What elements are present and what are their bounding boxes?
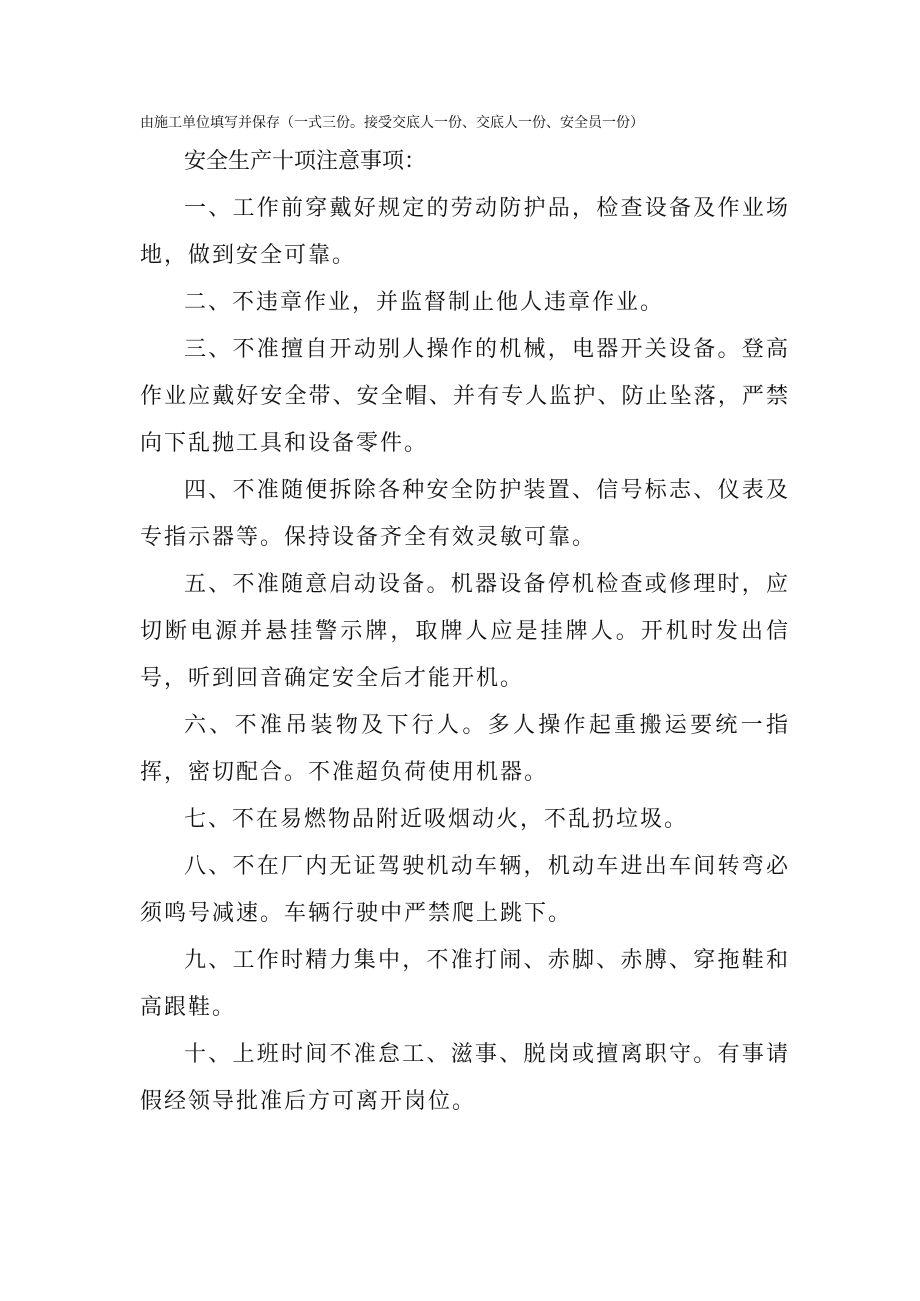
rule-item-1: 一、工作前穿戴好规定的劳动防护品，检查设备及作业场地，做到安全可靠。 [140,196,790,268]
rule-item-7: 七、不在易燃物品附近吸烟动火，不乱扔垃圾。 [184,807,689,832]
rule-item-5: 五、不准随意启动设备。机器设备停机检查或修理时，应切断电源并悬挂警示牌，取牌人应是挂牌人。开机时发出信号，听到回音确定安全后才能开机。 [140,572,790,691]
rule-item-2: 二、不违章作业，并监督制止他人违章作业。 [184,290,665,315]
rule-item-4: 四、不准随便拆除各种安全防护装置、信号标志、仪表及专指示器等。保持设备齐全有效灵敏可靠。 [140,478,790,550]
section-heading: 安全生产十项注意事项： [184,149,427,174]
document-body [140,138,790,1125]
rule-item-9: 九、工作时精力集中，不准打闹、赤脚、赤膊、穿拖鞋和高跟鞋。 [140,948,790,1020]
rule-item-8: 八、不在厂内无证驾驶机动车辆，机动车进出车间转弯必须鸣号减速。车辆行驶中严禁爬上跳下。 [140,854,790,926]
rule-item-6: 六、不准吊装物及下行人。多人操作起重搬运要统一指挥，密切配合。不准超负荷使用机器。 [140,713,790,785]
form-note: 由施工单位填写并保存（一式三份。接受交底人一份、交底人一份、安全员一份） [140,115,644,131]
rule-item-3: 三、不准擅自开动别人操作的机械，电器开关设备。登高作业应戴好安全带、安全帽、并有专人监护、防止坠落，严禁向下乱抛工具和设备零件。 [140,337,790,456]
rule-item-10: 十、上班时间不准怠工、滋事、脱岗或擅离职守。有事请假经领导批准后方可离开岗位。 [140,1042,790,1114]
